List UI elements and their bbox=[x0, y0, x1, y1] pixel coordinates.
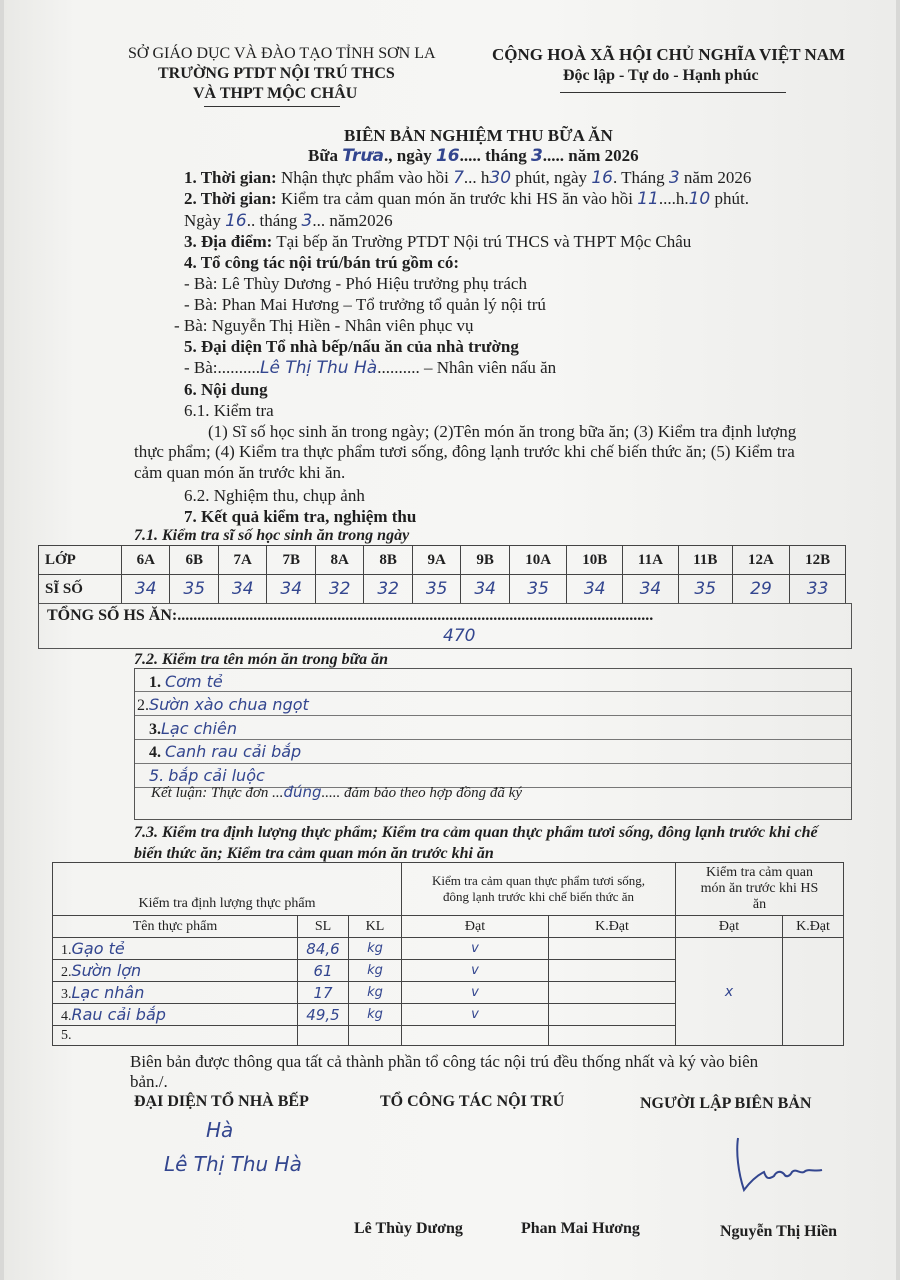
class-cell: 12B bbox=[790, 546, 846, 575]
item6-para1: (1) Sĩ số học sinh ăn trong ngày; (2)Tên món ăn trong bữa ăn; (3) Kiểm tra định lượng bbox=[208, 422, 797, 441]
count-cell: 34 bbox=[122, 575, 170, 604]
class-row bbox=[39, 546, 846, 575]
table-row: 5. bbox=[53, 1026, 844, 1046]
cook-name-handwriting: Lê Thị Thu Hà bbox=[260, 358, 378, 378]
item6-para3: cảm quan món ăn trước khi ăn. bbox=[134, 463, 346, 482]
writer-name: Nguyễn Thị Hiền bbox=[720, 1223, 838, 1240]
count-cell: 32 bbox=[364, 575, 412, 604]
item7-label: 7. Kết quả kiểm tra, nghiệm thu bbox=[184, 507, 417, 526]
sensory-pass-mark: x bbox=[676, 938, 783, 1046]
table-row: 2.Sườn lợn 61 kg v bbox=[53, 960, 844, 982]
count-cell: 34 bbox=[623, 575, 679, 604]
writer-signature-icon bbox=[730, 1132, 840, 1202]
closing-line2: bản./. bbox=[130, 1072, 168, 1091]
table-row: 3.Lạc nhân 17 kg v bbox=[53, 982, 844, 1004]
item5-line: - Bà:..........Lê Thị Thu Hà.......... – Nhân viên nấu ăn bbox=[184, 358, 557, 378]
col-fail: K.Đạt bbox=[549, 916, 676, 938]
closing-line1: Biên bản được thông qua tất cả thành phần tổ công tác nội trú đều thống nhất và ký vào biên bbox=[130, 1052, 759, 1071]
day-handwriting: 16 bbox=[435, 146, 460, 166]
col-sense-fail: K.Đạt bbox=[783, 916, 844, 938]
dish-item: 4. Canh rau cải bắp bbox=[149, 742, 302, 761]
class-cell: 6A bbox=[122, 546, 170, 575]
class-cell: 8A bbox=[315, 546, 363, 575]
total-handwriting: 470 bbox=[443, 626, 476, 646]
item6-label: 6. Nội dung bbox=[184, 380, 268, 399]
team-member-name-2: Phan Mai Hương bbox=[521, 1220, 640, 1237]
month-handwriting: 3 bbox=[530, 146, 543, 166]
writer-signature-title: NGƯỜI LẬP BIÊN BẢN bbox=[640, 1095, 812, 1112]
document-title: BIÊN BẢN NGHIỆM THU BỮA ĂN bbox=[344, 126, 613, 145]
member-1: - Bà: Lê Thùy Dương - Phó Hiệu trưởng phụ trách bbox=[184, 274, 527, 293]
item4-label: 4. Tổ công tác nội trú/bán trú gồm có: bbox=[184, 253, 459, 272]
class-cell: 11B bbox=[678, 546, 732, 575]
kitchen-signature-title: ĐẠI DIỆN TỔ NHÀ BẾP bbox=[134, 1093, 309, 1110]
item6-sub1: 6.1. Kiểm tra bbox=[184, 401, 274, 420]
menu-conclusion: Kết luận: Thực đơn ...đúng..... đảm bảo theo hợp đồng đã ký bbox=[151, 783, 522, 801]
count-cell: 32 bbox=[315, 575, 363, 604]
count-cell: 34 bbox=[567, 575, 623, 604]
count-cell: 34 bbox=[461, 575, 509, 604]
kitchen-name-handwriting: Lê Thị Thu Hà bbox=[164, 1152, 302, 1176]
kitchen-signature-mark: Hà bbox=[206, 1118, 234, 1142]
item1-line: 1. Thời gian: Nhận thực phẩm vào hồi 7... h30 phút, ngày 16. Tháng 3 năm 2026 bbox=[184, 168, 752, 188]
total-label: TỔNG SỐ HS ĂN:....................................................................................................................... bbox=[47, 607, 654, 624]
header-left-underline bbox=[204, 106, 340, 107]
table-row: 4.Rau cải bắp 49,5 kg v bbox=[53, 1004, 844, 1026]
section-7-2-title: 7.2. Kiểm tra tên món ăn trong bữa ăn bbox=[134, 651, 389, 668]
header-ministry: SỞ GIÁO DỤC VÀ ĐÀO TẠO TỈNH SƠN LA bbox=[128, 45, 436, 62]
class-cell: 10A bbox=[509, 546, 566, 575]
count-row bbox=[39, 575, 846, 604]
header-motto: Độc lập - Tự do - Hạnh phúc bbox=[563, 67, 759, 84]
header-country: CỘNG HOÀ XÃ HỘI CHỦ NGHĨA VIỆT NAM bbox=[492, 45, 846, 64]
header-school-line2: VÀ THPT MỘC CHÂU bbox=[193, 85, 358, 102]
class-cell: 9B bbox=[461, 546, 509, 575]
item3-line: 3. Địa điểm: Tại bếp ăn Trường PTDT Nội trú THCS và THPT Mộc Châu bbox=[184, 232, 692, 251]
meal-handwriting: Trưa bbox=[342, 146, 384, 166]
count-row-label: SĨ SỐ bbox=[39, 575, 122, 604]
header-quantity: Kiểm tra định lượng thực phẩm bbox=[53, 863, 402, 916]
col-pass: Đạt bbox=[402, 916, 549, 938]
dish-item: 3.Lạc chiên bbox=[149, 719, 237, 738]
header-school-line1: TRƯỜNG PTDT NỘI TRÚ THCS bbox=[158, 65, 395, 82]
count-cell: 34 bbox=[267, 575, 315, 604]
count-cell: 35 bbox=[509, 575, 566, 604]
section-7-3-title-1: 7.3. Kiểm tra định lượng thực phẩm; Kiểm tra cảm quan thực phẩm tươi sống, đông lạnh trước khi chế bbox=[134, 824, 818, 841]
class-row-label: LỚP bbox=[39, 546, 122, 575]
section-7-3-title-2: biến thức ăn; Kiểm tra cảm quan món ăn trước khi ăn bbox=[134, 845, 494, 862]
document-subtitle: Bữa Trưa., ngày 16..... tháng 3..... năm 2026 bbox=[308, 146, 639, 166]
member-2: - Bà: Phan Mai Hương – Tổ trưởng tổ quản lý nội trú bbox=[184, 295, 546, 314]
food-check-table bbox=[52, 862, 844, 1046]
header-fresh-check: Kiểm tra cảm quan thực phẩm tươi sống, đông lạnh trước khi chế biến thức ăn bbox=[402, 863, 676, 916]
item6-sub2: 6.2. Nghiệm thu, chụp ảnh bbox=[184, 486, 365, 505]
class-cell: 7A bbox=[218, 546, 266, 575]
count-cell: 33 bbox=[790, 575, 846, 604]
count-cell: 34 bbox=[218, 575, 266, 604]
section-7-1-title: 7.1. Kiểm tra sĩ số học sinh ăn trong ngày bbox=[134, 527, 410, 544]
class-count-table bbox=[38, 545, 846, 604]
dish-item: 2.Sườn xào chua ngọt bbox=[137, 695, 309, 714]
team-member-name-1: Lê Thùy Dương bbox=[354, 1220, 463, 1237]
dish-box bbox=[134, 668, 852, 820]
class-cell: 7B bbox=[267, 546, 315, 575]
class-cell: 8B bbox=[364, 546, 412, 575]
count-cell: 35 bbox=[678, 575, 732, 604]
class-cell: 9A bbox=[412, 546, 460, 575]
col-food-name: Tên thực phẩm bbox=[53, 916, 298, 938]
class-cell: 12A bbox=[732, 546, 789, 575]
header-sensory-check: Kiểm tra cảm quan món ăn trước khi HS ăn bbox=[676, 863, 844, 916]
class-cell: 6B bbox=[170, 546, 218, 575]
document-paper bbox=[4, 0, 896, 1280]
class-cell: 11A bbox=[623, 546, 679, 575]
dish-item: 5. bắp cải luộc bbox=[149, 766, 265, 785]
item2-line2: Ngày 16.. tháng 3... năm2026 bbox=[184, 211, 393, 231]
total-box bbox=[38, 603, 852, 649]
count-cell: 29 bbox=[732, 575, 789, 604]
col-sense-pass: Đạt bbox=[676, 916, 783, 938]
member-3: - Bà: Nguyễn Thị Hiền - Nhân viên phục vụ bbox=[174, 316, 474, 335]
item6-para2: thực phẩm; (4) Kiểm tra thực phẩm tươi sống, đông lạnh trước khi chế biến thức ăn; (5) Kiểm tra bbox=[134, 442, 795, 461]
dish-item: 1. Cơm tẻ bbox=[149, 672, 223, 691]
count-cell: 35 bbox=[170, 575, 218, 604]
table-row: 1.Gạo tẻ 84,6 kg v x bbox=[53, 938, 844, 960]
class-cell: 10B bbox=[567, 546, 623, 575]
header-right-underline bbox=[560, 92, 786, 93]
col-unit: KL bbox=[349, 916, 402, 938]
count-cell: 35 bbox=[412, 575, 460, 604]
item2-line1: 2. Thời gian: Kiểm tra cảm quan món ăn trước khi HS ăn vào hồi 11....h.10 phút. bbox=[184, 189, 749, 209]
item5-label: 5. Đại diện Tổ nhà bếp/nấu ăn của nhà trường bbox=[184, 337, 519, 356]
team-signature-title: TỔ CÔNG TÁC NỘI TRÚ bbox=[380, 1093, 565, 1110]
col-quantity: SL bbox=[298, 916, 349, 938]
